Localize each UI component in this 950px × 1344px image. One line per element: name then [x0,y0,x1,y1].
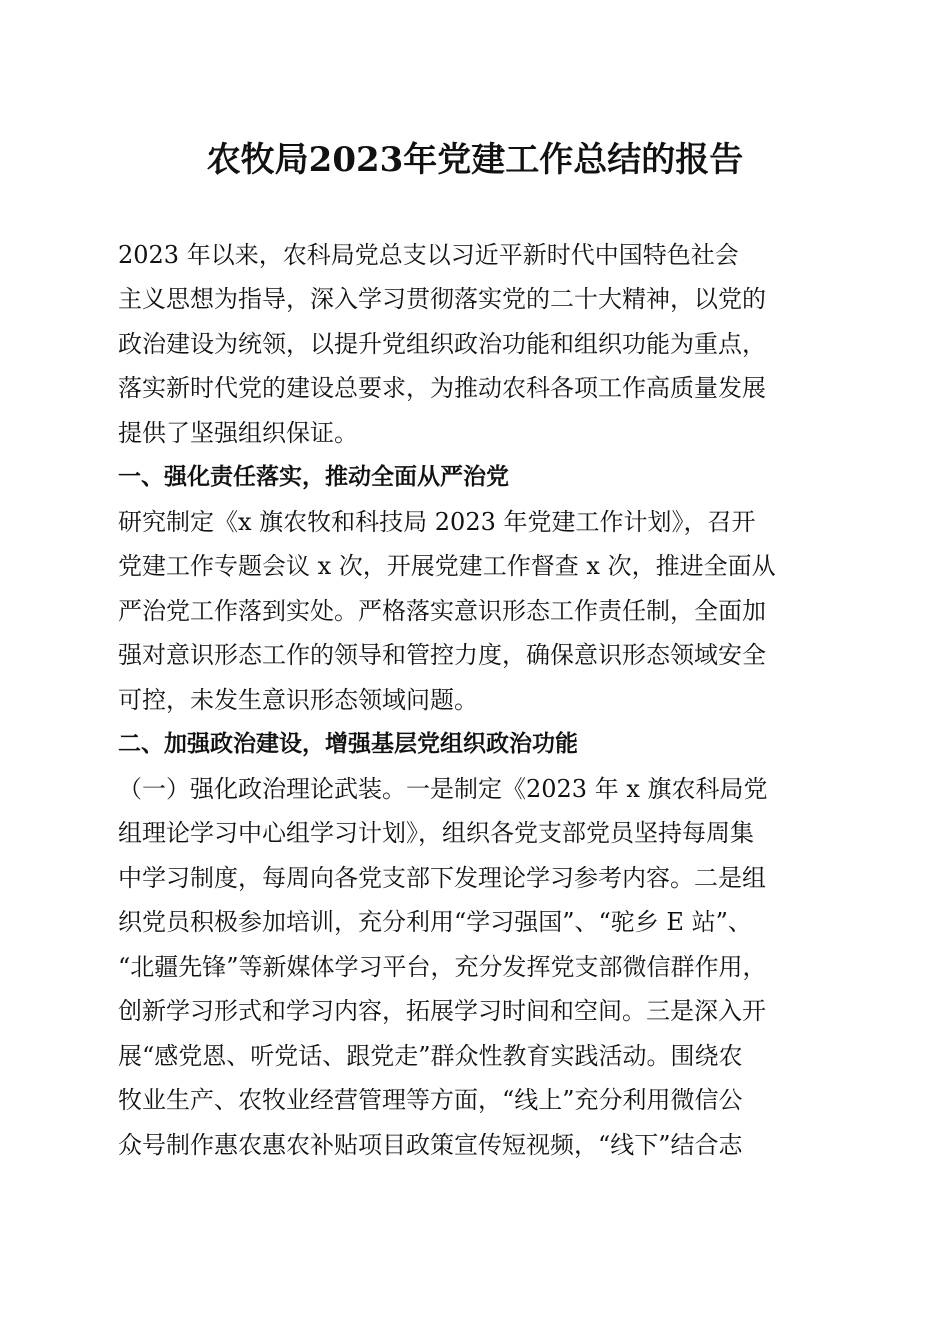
paragraph-line: 织党员积极参加培训，充分利用“学习强国”、“驼乡 E 站”、 [118,908,752,936]
paragraph-line: 中学习制度，每周向各党支部下发理论学习参考内容。二是组 [118,864,766,892]
document-title: 农牧局2023年党建工作总结的报告 [206,140,744,180]
paragraph-line: 2023 年以来，农科局党总支以习近平新时代中国特色社会 [118,241,739,269]
paragraph-line: 可控，未发生意识形态领域问题。 [118,686,478,714]
paragraph-line: 政治建设为统领，以提升党组织政治功能和组织功能为重点， [118,330,766,358]
paragraph-line: 严治党工作落到实处。严格落实意识形态工作责任制，全面加 [118,597,766,625]
paragraph-line: 党建工作专题会议 x 次，开展党建工作督查 x 次，推进全面从 [118,552,776,580]
paragraph-line: “北疆先锋”等新媒体学习平台，充分发挥党支部微信群作用， [118,953,767,981]
paragraph-line: 研究制定《x 旗农牧和科技局 2023 年党建工作计划》，召开 [118,508,756,536]
paragraph-line: 创新学习形式和学习内容，拓展学习时间和空间。三是深入开 [118,997,766,1025]
paragraph-line: 提供了坚强组织保证。 [118,419,358,447]
paragraph-line: 强对意识形态工作的领导和管控力度，确保意识形态领域安全 [118,641,766,669]
paragraph-line: 主义思想为指导，深入学习贯彻落实党的二十大精神，以党的 [118,285,766,313]
section-heading-1: 一、强化责任落实，推动全面从严治党 [118,464,509,490]
paragraph-line: 众号制作惠农惠农补贴项目政策宣传短视频，“线下”结合志 [118,1131,743,1159]
paragraph-line: 展“感党恩、听党话、跟党走”群众性教育实践活动。围绕农 [118,1042,743,1070]
section-heading-2: 二、加强政治建设，增强基层党组织政治功能 [118,731,578,757]
paragraph-line: （一）强化政治理论武装。一是制定《2023 年 x 旗农科局党 [118,775,768,803]
paragraph-line: 落实新时代党的建设总要求，为推动农科各项工作高质量发展 [118,374,766,402]
paragraph-line: 牧业生产、农牧业经营管理等方面，“线上”充分利用微信公 [118,1086,743,1114]
paragraph-line: 组理论学习中心组学习计划》，组织各党支部党员坚持每周集 [118,819,754,847]
